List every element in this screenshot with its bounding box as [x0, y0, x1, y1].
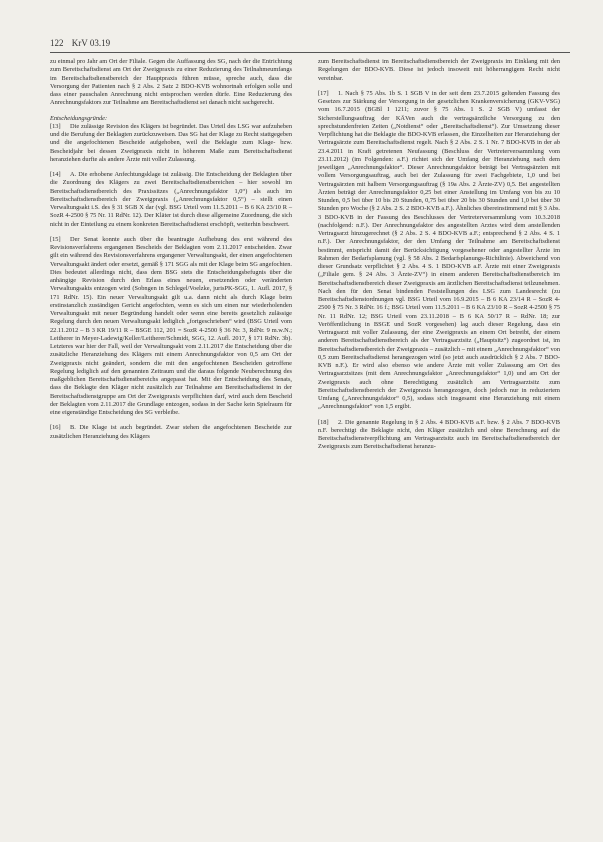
paragraph-number: [13]	[50, 122, 61, 130]
numbered-paragraph	[50, 171, 292, 229]
page-header	[50, 36, 570, 50]
paragraph-text: Der Senat konnte auch über die beantragte Aufhebung des erst während des Revisionsverfahrens ergangenen Bescheids der Beklagten vom 2.11.2017 entscheiden. Zwar gilt ein während des Revisionsverfahrens ergangener Verwaltungsakt, der einen angefochtenen Verwaltungsakt ändert oder ersetzt, gemäß § 171 SGG als mit der Klage beim SG angefochten. Dies bedeutet allerdings nicht, dass dem BSG stets die Entscheidungsbefugnis über die anhängige Revision durch den Erlass eines neuen, ersetzenden oder veränderten Verwaltungsakts entzogen wird (Sobngen in Schlegel/Voelzke, jurisPK-SGG, 1. Aufl. 2017, § 171 RdNr. 15). Ein neuer Verwaltungsakt gilt u.a. dann nicht als durch Klage beim erstinstanzlich zuständigen Gericht angefochten, wenn es sich um einen nur wiederholenden Verwaltungsakt mit neuer Begründung handelt oder wenn eine bereits gesetzlich zulässige Regelung durch den neuen Verwaltungsakt lediglich „fortgeschrieben“ wird (BSG Urteil vom 22.11.2012 – B 3 KR 19/11 R – BSGE 112, 201 = SozR 4-2500 § 36 Nr. 3, RdNr. 9 m.w.N.; Leitherer in Meyer-Ladewig/Keller/Leitherer/Schmidt, SGG, 12. Aufl. 2017, § 171 RdNr. 3b). Letzteres war hier der Fall, weil der Verwaltungsakt vom 2.11.2017 die Entscheidung über die zusätzliche Heranziehung des Klägers mit einem Anrechnungsfaktor von 0,5 am Ort der Zweigpraxis nicht geändert, sondern die mit den angefochtenen Bescheiden getroffene Regelung lediglich auf den genannten Zeitraum und die daraus folgende Neuberechnung des maßgeblichen Bereitschaftsdienstbereichs angepasst hat. Mit der Entscheidung des Senats, dass die Beklagte den Kläger nicht zusätzlich zur Teilnahme am Bereitschaftsdienst in der Bereitschaftsdienstgruppe am Ort der Zweigpraxis verpflichten darf, wird auch dem Bescheid der Beklagten vom 2.11.2017 die Grundlage entzogen, sodass in der Sache kein Spielraum für eine eigenständige Entscheidung des SG verbleibe.	[50, 235, 292, 416]
paragraph-text: A. Die erhobene Anfechtungsklage ist zulässig. Die Entscheidung der Beklagten über die Zuordnung des Klägers zu zwei Bereitschaftsdienstbereichen – hier sowohl im Bereitschaftsdienstbereich des Praxissitzes („Anrechnungsfaktor 1,0“) als auch im Bereitschaftsdienstbereich der Zweigpraxis („Anrechnungsfaktor 0,5“) – stellt einen Verwaltungsakt i.S. des § 31 SGB X dar (vgl. BSG Urteil vom 11.5.2011 – B 6 KA 23/10 R – SozR 4-2500 § 75 Nr. 11 RdNr. 12). Der Kläter ist durch diese allgemeine Zuordnung, die sich nicht in der Einteilung zu einem konkreten Bereitschaftsdienst erschöpft, weiterhin beschwert.	[50, 171, 292, 228]
numbered-paragraph	[50, 424, 292, 441]
paragraph-number: [18]	[318, 418, 329, 426]
left-column	[50, 58, 292, 448]
paragraph-number: [15]	[50, 235, 61, 243]
paragraph: zu einmal pro Jahr am Ort der Filiale. Gegen die Auffassung des SG, nach der die Entrichtung zum Bereitschaftsdienst am Ort der Zweigpraxis zu einer Reduzierung des Teilnahmeumfangs im Bereitschaftsdienstbereich der Hauptpraxis führen müsse, spreche auch, dass die Versorgung der Patienten nach § 2 Abs. 2 Satz 2 BDO-KVB wohnortnah erfolgen solle und dass einer pauschalen Anrechnung nicht entsprochen werden dürfe. Eine Reduzierung des Anrechnungsfaktors zur Teilnahme am Bereitschaftsdienst sei danach nicht sachgerecht.	[50, 58, 292, 107]
paragraph-number: [14]	[50, 171, 61, 178]
paragraph-text: B. Die Klage ist auch begründet. Zwar stehen die angefochtenen Bescheide zur zusätzlichen Heranziehung des Klägers	[50, 424, 292, 440]
numbered-paragraph	[50, 236, 292, 418]
numbered-paragraph	[50, 123, 292, 164]
page-number: 122	[50, 38, 64, 48]
section-heading: Entscheidungsgründe:	[50, 114, 108, 122]
right-column	[318, 58, 560, 459]
paragraph-number: [17]	[318, 89, 329, 97]
paragraph-text: Die zulässige Revision des Klägers ist begründet. Das Urteil des LSG war aufzuheben und die Berufung der Beklagten zurückzuweisen. Das SG hat der Klage zu Recht stattgegeben und die angefochtenen Bescheide aufgehoben, weil die Beklagte zum Klage- bzw. Bescheidjahr bei dessen Zweigpraxis nicht in höherem Maße zum Bereitschaftsdienst heranziehen durfte als andere Ärzte mit voller Zulassung.	[50, 122, 292, 163]
paragraph-text: 1. Nach § 75 Abs. 1b S. 1 SGB V in der seit dem 23.7.2015 geltenden Fassung des Gesetzes zur Stärkung der Versorgung in der gesetzlichen Krankenversicherung (GKV-VSG) vom 16.7.2015 (BGBl I 1211; zuvor § 75 Abs. 1 S. 2 SGB V) umfasst der Sicherstellungsauftrag der KÄVen auch die vertragsärztliche Versorgung zu den sprechstundenfreien Zeiten („Notdienst“ oder „Bereitschaftsdienst“). Zur Umsetzung dieser Verpflichtung hat die Beklagte die BDO-KVB erlassen, die Einzelheiten zur Heranziehung der Vertragsärzte zum Bereitschaftsdienst regelt. Nach § 2 Abs. 2 S. 1 Nr. 7 BDO-KVB in der ab 23.4.2011 in Kraft getretenen Neufassung (Beschluss der Vertreterversammlung vom 23.11.2012) (im Folgenden: a.F.) richtet sich der Umfang der Heranziehung nach dem jeweiligen „Anrechnungsfaktor“. Dieser Anrechnungsfaktor beträgt bei Vertragsärzten mit vollem Versorgungsauftrag, auch bei der Zulassung für zwei Fachgebiete, 1,0 und bei Vertragsärzten mit halbem Versorgungsauftrag (§ 19a Abs. 2 Ärzte-ZV) 0,5. Bei angestellten Ärzten beträgt der Anrechnungsfaktor 0,25 bei einer Anstellung im Umfang von bis zu 10 Stunden, 0,5 bei über 10 bis 20 Stunden, 0,75 bei über 20 bis 30 Stunden und 1,0 bei über 30 Stunden pro Woche (§ 2 Abs. 2 S. 2 BDO-KVB a.F.). Ähnliches übereinstimmend mit § 3 Abs. 3 BDO-KVB in der Fassung des Beschlusses der Vertreterversammlung vom 10.3.2018 (nachfolgend: n.F.). Der Anrechnungsfaktor des angestellten Arztes wird dem anstellenden Vertragsarzt hinzugerechnet (§ 2 Abs. 2 S. 4 BDO-KVB a.F.; entsprechend § 2 Abs. 4 S. 1 n.F.). Der Anrechnungsfaktor, der den Umfang der Teilnahme am Bereitschaftsdienst bestimmt, entspricht damit der Berücksichtigung vorgesehener oder angestellter Ärzte im Rahmen der Bedarfsplanung (vgl. § 58 Abs. 2 Bedarfsplanungs-Richtlinie). Abweichend von dieser Grundsatz verpflichtet § 2 Abs. 4 S. 1 BDO-KVB a.F. Ärzte mit einer Zweigpraxis („Filiale gem. § 24 Abs. 3 Ärzte-ZV“) in einem anderen Bereitschaftsdienstbereich im Bereitschaftsdienstbereich dieser Zweigpraxis am ärztlichen Bereitschaftsdienst teilzunehmen. Nach den für den Senat bindenden Feststellungen des LSG zum Landesrecht (zu Bereitschaftsdienstordnungen vgl. BSG Urteil vom 16.9.2015 – B 6 KA 23/14 R – SozR 4-2500 § 75 Nr. 3 RdNr. 16 f.; BSG Urteil vom 11.5.2011 – B 6 KA 23/10 R – SozR 4-2500 § 75 Nr. 11 RdNr. 12; BSG Urteil vom 23.11.2018 – B 6 KA 50/17 R – RdNr. 18; zur Veröffentlichung in BSGE und SozR vorgesehen) lag auch dieser Regelung, dass ein Vertragsarzt mit voller Zulassung, der eine Zweigpraxis an einem Ort betreibt, der einem anderen Bereitschaftsdienstbereich als der Vertragsarztsitz („Hauptsitz“) zugeordnet ist, im Bereitschaftsdienstbereich der Zweigpraxis – zusätzlich – mit einem „Anrechnungsfaktor“ von 0,5 zum Bereitschaftsdienst herangezogen wird (so jetzt auch ausdrücklich § 2 Abs. 7 BDO-KVB n.F.). Er wird also ebenso wie andere Ärzte mit voller Zulassung am Ort des Vertragsarztsitzes (mit dem Anrechnungsfaktor „Anrechnungsfaktor“ 1,0) und am Ort der Zweigpraxis auch ohne Berechtigung zusätzlich am Vertragsarztsitz zum Bereitschaftsdienstbereich der Zweigpraxis herangezogen, doch jedoch nur in reduziertem Umfang („Anrechnungsfaktor“ 0,5), sodass sich insgesamt eine Heranziehung mit einem „Anrechnungsfaktor“ von 1,5 ergibt.	[318, 89, 560, 411]
numbered-paragraph	[318, 90, 560, 412]
paragraph: zum Bereitschaftsdienst im Bereitschaftsdienstbereich der Zweigpraxis im Einklang mit den Regelungen der BDO-KVB. Diese ist jedoch insoweit mit höherrangigem Recht nicht vereinbar.	[318, 58, 560, 82]
header-rule	[50, 52, 570, 53]
journal-issue: KrV 03.19	[71, 38, 111, 48]
paragraph-number: [16]	[50, 424, 61, 432]
numbered-paragraph	[318, 419, 560, 452]
paragraph-text: 2. Die genannte Regelung in § 2 Abs. 4 BDO-KVB a.F. bzw. § 2 Abs. 7 BDO-KVB n.F. berechtigt die Beklagte nicht, den Kläger zusätzlich und ohne Berechnung auf die Bereitschaftsdienstverpflichtung am Vertragsarztsitz auch im Bereitschaftsdienstbereich der Zweigpraxis zum Bereitschaftsdienst heranzu-	[318, 418, 560, 451]
